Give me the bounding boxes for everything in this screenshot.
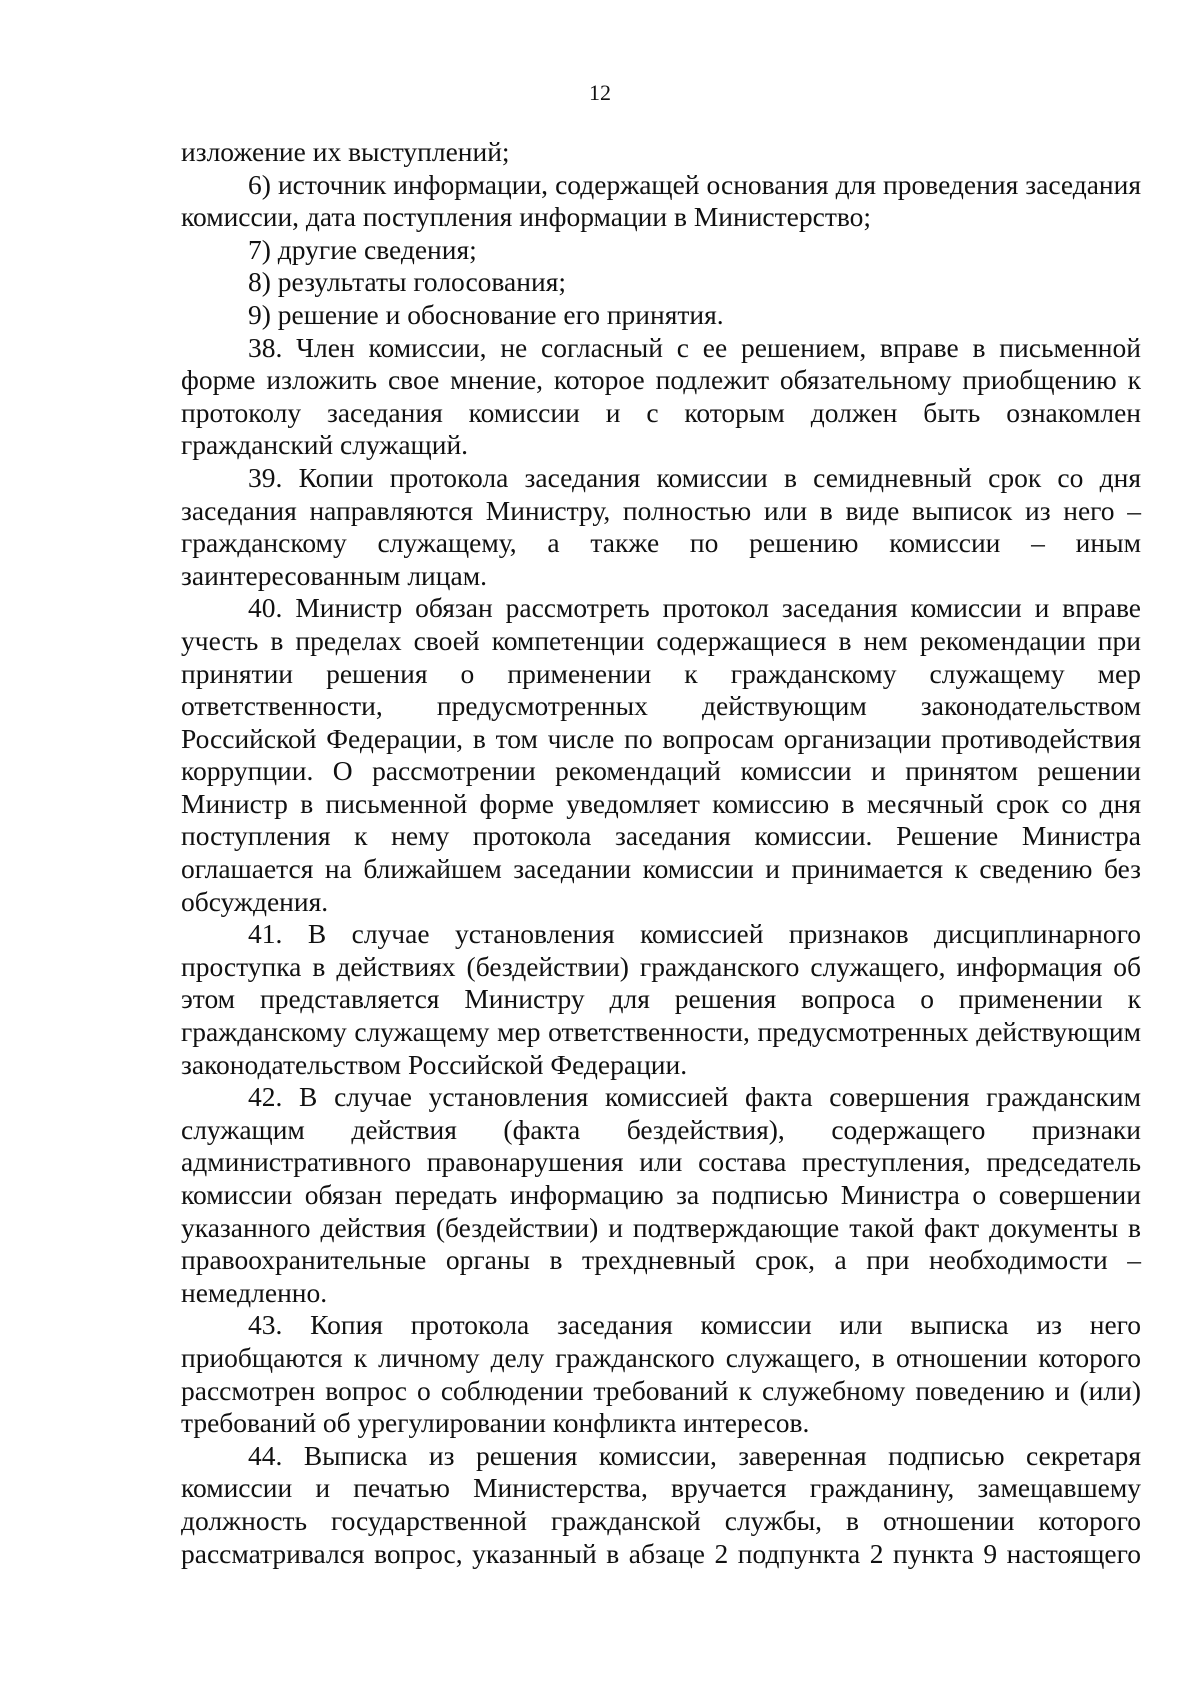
document-body — [181, 136, 1141, 1570]
list-item-9: 9) решение и обоснование его принятия. — [248, 298, 724, 330]
clause-38: 38. Член комиссии, не согласный с ее решением, вправе в письменной форме изложить свое мнение, которое подлежит обязательному приобщению к протоколу заседания комиссии и с которым должен быть ознакомлен гражданский служащий. — [181, 331, 1141, 461]
clause-41: 41. В случае установления комиссией признаков дисциплинарного проступка в действиях (бездействии) гражданского служащего, информация об этом представляется Министру для решения вопроса о применении к гражданскому служащему мер ответственности, предусмотренных действующим законодательством Российской Федерации. — [181, 918, 1141, 1080]
page-number: 12 — [589, 80, 611, 105]
list-item-7: 7) другие сведения; — [248, 233, 477, 265]
clause-39: 39. Копии протокола заседания комиссии в семидневный срок со дня заседания направляются Министру, полностью или в виде выписок из него – гражданскому служащему, а также по решению комиссии – иным заинтересованным лицам. — [181, 461, 1141, 591]
clause-42: 42. В случае установления комиссией факта совершения гражданским служащим действия (факта бездействия), содержащего признаки административного правонарушения или состава преступления, председатель комиссии обязан передать информацию за подписью Министра о совершении указанного действия (бездействии) и подтверждающие такой факт документы в правоохранительные органы в трехдневный срок, а при необходимости – немедленно. — [181, 1081, 1141, 1308]
paragraph-continuation: изложение их выступлений; — [181, 136, 510, 167]
clause-43: 43. Копия протокола заседания комиссии или выписка из него приобщаются к личному делу гражданского служащего, в отношении которого рассмотрен вопрос о соблюдении требований к служебному поведению и (или) требований об урегулировании конфликта интересов. — [181, 1309, 1141, 1439]
clause-40: 40. Министр обязан рассмотреть протокол заседания комиссии и вправе учесть в пределах своей компетенции содержащиеся в нем рекомендации при принятии решения о применении к гражданскому служащему мер ответственности, предусмотренных действующим законодательством Российской Федерации, в том числе по вопросам организации противодействия коррупции. О рассмотрении рекомендаций комиссии и принятом решении Министр в письменной форме уведомляет комиссию в месячный срок со дня поступления к нему протокола заседания комиссии. Решение Министра оглашается на ближайшем заседании комиссии и принимается к сведению без обсуждения. — [181, 592, 1141, 917]
clause-44: 44. Выписка из решения комиссии, заверенная подписью секретаря комиссии и печатью Министерства, вручается гражданину, замещавшему должность государственной гражданской службы, в отношении которого рассматривался вопрос, указанный в абзаце 2 подпункта 2 пункта 9 настоящего — [181, 1439, 1141, 1569]
list-item-6: 6) источник информации, содержащей основания для проведения заседания комиссии, дата поступления информации в Министерство; — [181, 168, 1141, 233]
list-item-8: 8) результаты голосования; — [248, 266, 566, 298]
